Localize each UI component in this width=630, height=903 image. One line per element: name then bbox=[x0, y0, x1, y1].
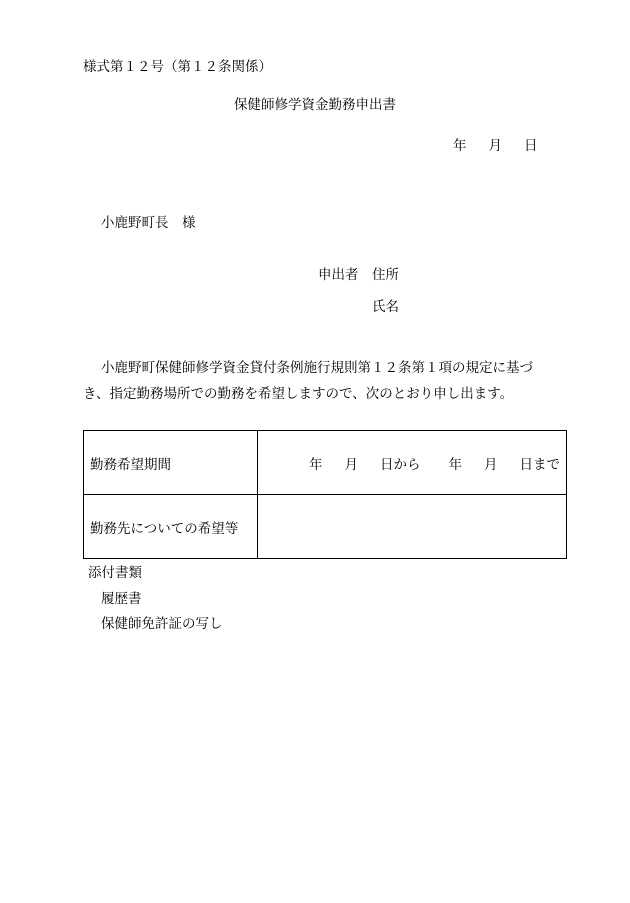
date-month: 月 bbox=[488, 138, 502, 154]
period-value bbox=[264, 453, 566, 473]
table-row bbox=[84, 431, 567, 495]
period-start-year: 年 bbox=[309, 456, 323, 473]
date-line bbox=[453, 137, 538, 155]
period-start-month: 月 bbox=[344, 456, 358, 473]
addressee: 小鹿野町長 様 bbox=[101, 215, 196, 231]
attachment-item: 履歴書 bbox=[101, 591, 142, 607]
document-title: 保健師修学資金勤務申出書 bbox=[234, 97, 396, 113]
workplace-preference-value bbox=[258, 495, 567, 559]
form-number: 様式第１２号（第１２条関係） bbox=[83, 59, 272, 75]
applicant-label: 申出者 bbox=[318, 267, 359, 283]
period-value-cell bbox=[258, 431, 567, 495]
applicant-address-label: 住所 bbox=[372, 267, 399, 283]
table-row bbox=[84, 495, 567, 559]
period-start-day: 日から bbox=[380, 456, 421, 473]
applicant-name-label: 氏名 bbox=[372, 299, 399, 315]
workplace-preference-label: 勤務先についての希望等 bbox=[84, 495, 258, 559]
date-day: 日 bbox=[524, 138, 538, 154]
attachment-item: 保健師免許証の写し bbox=[101, 616, 223, 632]
period-end-day: 日まで bbox=[519, 456, 560, 473]
period-label: 勤務希望期間 bbox=[84, 431, 258, 495]
attachments-label: 添付書類 bbox=[88, 565, 142, 581]
period-end-year: 年 bbox=[448, 456, 462, 473]
request-table bbox=[83, 430, 567, 559]
body-text: 小鹿野町保健師修学資金貸付条例施行規則第１２条第１項の規定に基づき、指定勤務場所での勤務を希望しますので、次のとおり申し出ます。 bbox=[83, 360, 533, 402]
date-year: 年 bbox=[453, 138, 467, 154]
period-end-month: 月 bbox=[484, 456, 498, 473]
